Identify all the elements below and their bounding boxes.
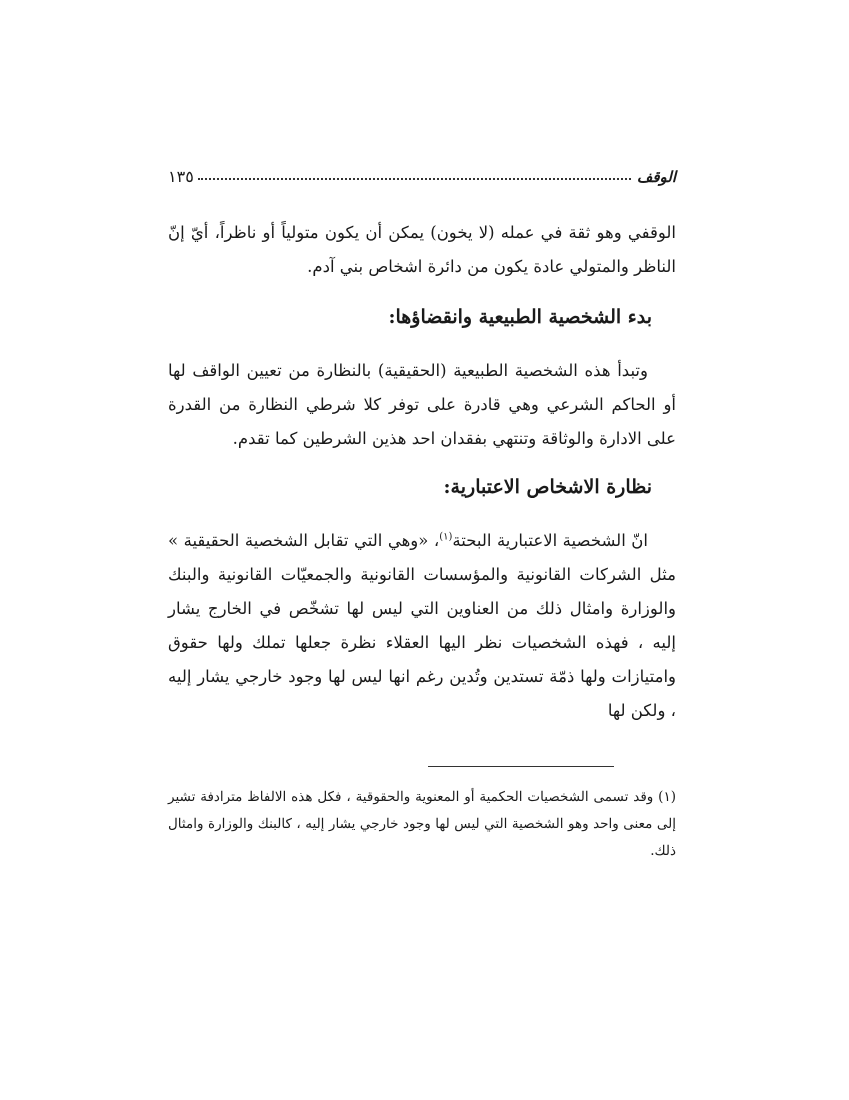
paragraph-1 (168, 216, 676, 284)
section-heading-legal-persons: نظارة الاشخاص الاعتبارية: (443, 476, 652, 498)
running-head (168, 158, 676, 186)
leader-dots (198, 178, 631, 180)
paragraph-3 (168, 524, 676, 728)
paragraph-1-text: الوقفي وهو ثقة في عمله (لا يخون) يمكن أن يكون متولياً أو ناظراً، أيّ إنّ الناظر والمتولي عادة يكون من دائرة اشخاص بني آدم. (168, 223, 676, 276)
paragraph-3-text (168, 524, 676, 728)
footnote-1-text: (١) وقد تسمى الشخصيات الحكمية أو المعنوية والحقوقية ، فكل هذه الالفاظ مترادفة تشير إلى معنى واحد وهو الشخصية التي ليس لها وجود خارجي يشار إليه ، كالبنك والوزارة وامثال ذلك. (168, 789, 676, 859)
page-number: ١٣٥ (168, 167, 194, 186)
footnote-1 (168, 784, 676, 865)
paragraph-3-rest: ، «وهي التي تقابل الشخصية الحقيقية » مثل الشركات القانونية والمؤسسات القانونية والجمعيّات القانونية والبنك والوزارة وامثال ذلك من العناوين التي ليس لها تشخّص في الخارج يشار إليه ، فهذه الشخصيات نظر اليها العقلاء نظرة جعلها تملك ولها حقوق وامتيازات ولها ذمّة تستدين وتُدين رغم انها ليس لها وجود خارجي يشار إليه ، ولكن لها (168, 531, 676, 720)
footnote-reference[interactable]: (١) (439, 531, 453, 543)
running-head-title: الوقف (636, 168, 676, 186)
paragraph-3-start: انّ الشخصية الاعتبارية البحتة (452, 531, 648, 550)
footnote-separator (428, 766, 614, 767)
paragraph-2-text: وتبدأ هذه الشخصية الطبيعية (الحقيقية) بالنظارة من تعيين الواقف لها أو الحاكم الشرعي وهي قادرة على توفر كلا شرطي النظارة من القدرة على الادارة والوثاقة وتنتهي بفقدان احد هذين الشرطين كما تقدم. (168, 361, 676, 448)
section-heading-natural-person: بدء الشخصية الطبيعية وانقضاؤها: (388, 306, 652, 328)
paragraph-2 (168, 354, 676, 456)
